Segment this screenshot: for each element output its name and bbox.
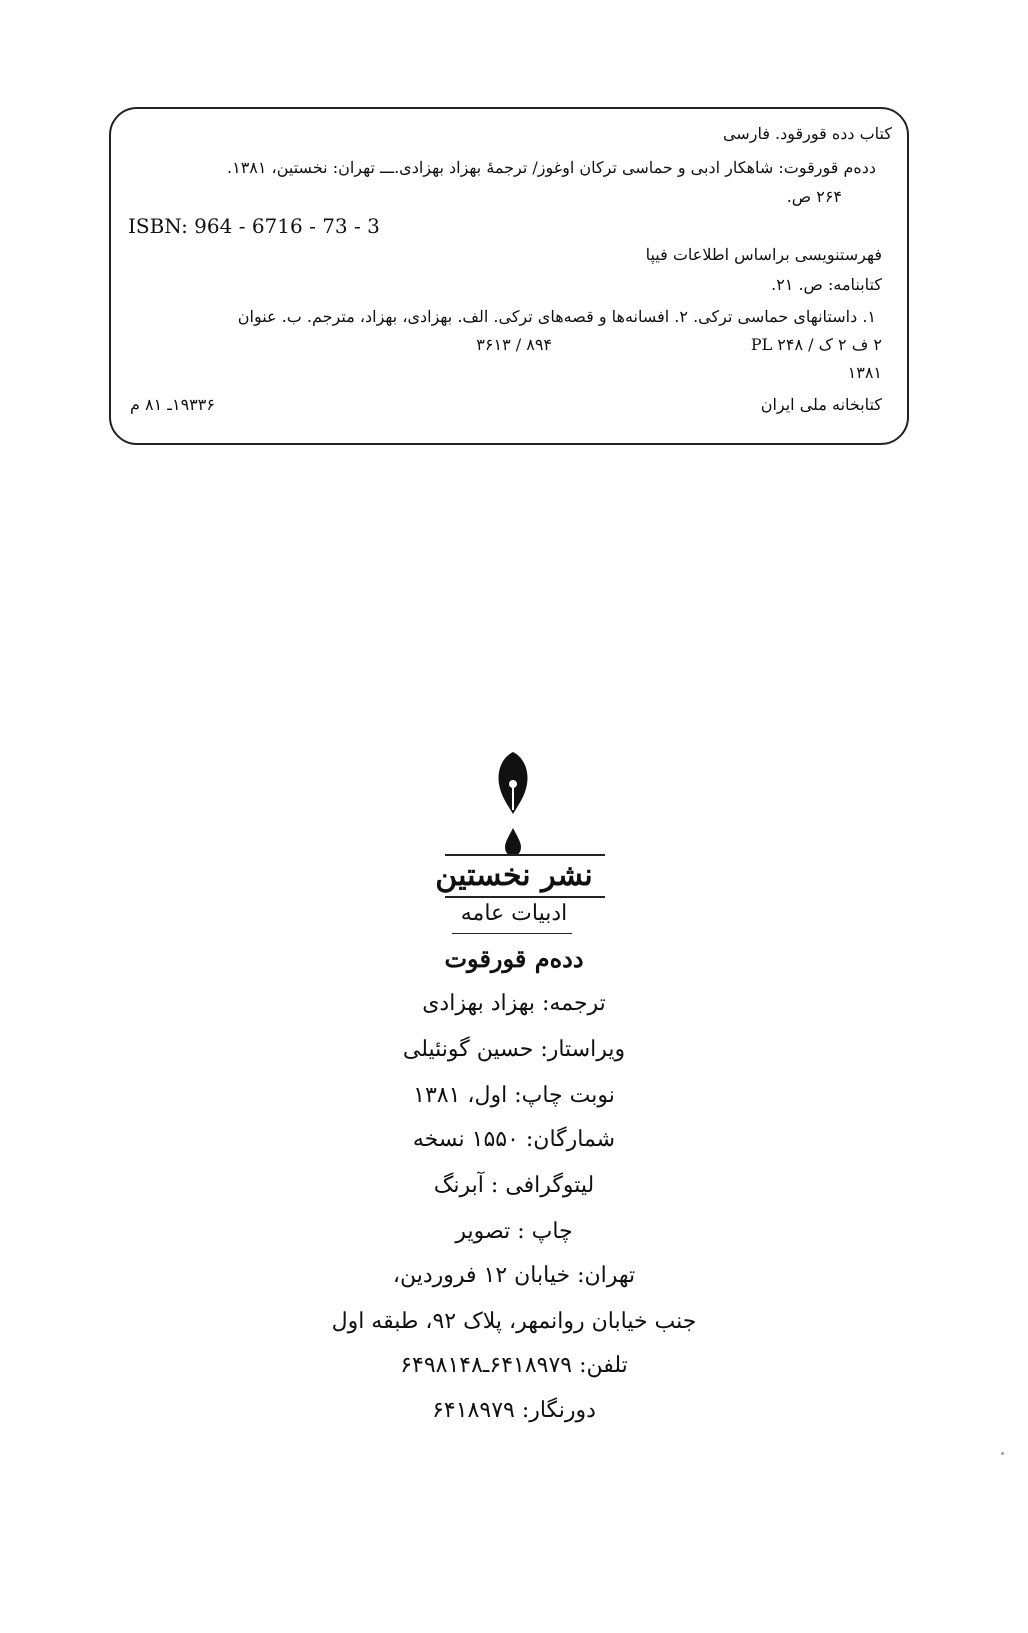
lithography: لیتوگرافی : آبرنگ xyxy=(433,1173,595,1198)
cip-subjects: ۱. داستانهای حماسی ترکی. ۲. افسانه‌ها و قصه‌های ترکی. الف. بهزادی، بهزاد، مترجم. ب. عنوان xyxy=(237,307,876,326)
edition: نوبت چاپ: اول، ۱۳۸۱ xyxy=(413,1083,615,1108)
address-line-1: تهران: خیابان ۱۲ فروردین، xyxy=(392,1263,636,1288)
cip-title-line: دده‌م قورقوت: شاهکار ادبی و حماسی ترکان اوغوز/ ترجمهٔ بهزاد بهزادی.ـــ تهران: نخستین، ۱۳۸۱. xyxy=(227,158,876,177)
book-title: دده‌م قورقوت xyxy=(444,944,584,973)
publisher-name: نشر نخستین xyxy=(435,858,593,893)
cip-heading: کتاب دده قورقود. فارسی xyxy=(722,124,892,143)
printing: چاپ : تصویر xyxy=(455,1219,573,1244)
series-name: ادبیات عامه xyxy=(460,901,568,926)
cip-fipa: فهرستنویسی براساس اطلاعات فیپا xyxy=(645,245,882,264)
cip-class-dewey: ۸۹۴ / ۳۶۱۳ xyxy=(476,335,552,354)
cip-record-number: ۱۹۳۳۶ـ ۸۱ م xyxy=(130,395,215,414)
cip-bibliography: کتابنامه: ص. ۲۱. xyxy=(771,275,882,294)
address-line-2: جنب خیابان روانمهر، پلاک ۹۲، طبقه اول xyxy=(331,1309,697,1334)
editor: ویراستار: حسین گونئیلی xyxy=(402,1037,626,1062)
series-rule xyxy=(452,933,572,934)
cip-class-lc: ۲ ف ۲ ک / ۲۴۸ PL xyxy=(750,335,882,354)
publisher-top-rule xyxy=(445,854,605,856)
cip-year: ۱۳۸۱ xyxy=(847,363,882,382)
scan-speck xyxy=(1001,1452,1004,1455)
pen-nib-icon xyxy=(493,750,533,860)
translator: ترجمه: بهزاد بهزادی xyxy=(422,991,606,1016)
cip-isbn: ISBN: 964 - 6716 - 73 - 3 xyxy=(128,214,380,238)
phone: تلفن: ۶۴۱۸۹۷۹ـ۶۴۹۸۱۴۸ xyxy=(400,1353,628,1378)
print-run: شمارگان: ۱۵۵۰ نسخه xyxy=(412,1127,616,1152)
cip-library: کتابخانه ملی ایران xyxy=(760,395,882,414)
fax: دورنگار: ۶۴۱۸۹۷۹ xyxy=(432,1398,596,1423)
publisher-bottom-rule xyxy=(445,896,605,898)
cip-pages: ۲۶۴ ص. xyxy=(786,187,842,206)
